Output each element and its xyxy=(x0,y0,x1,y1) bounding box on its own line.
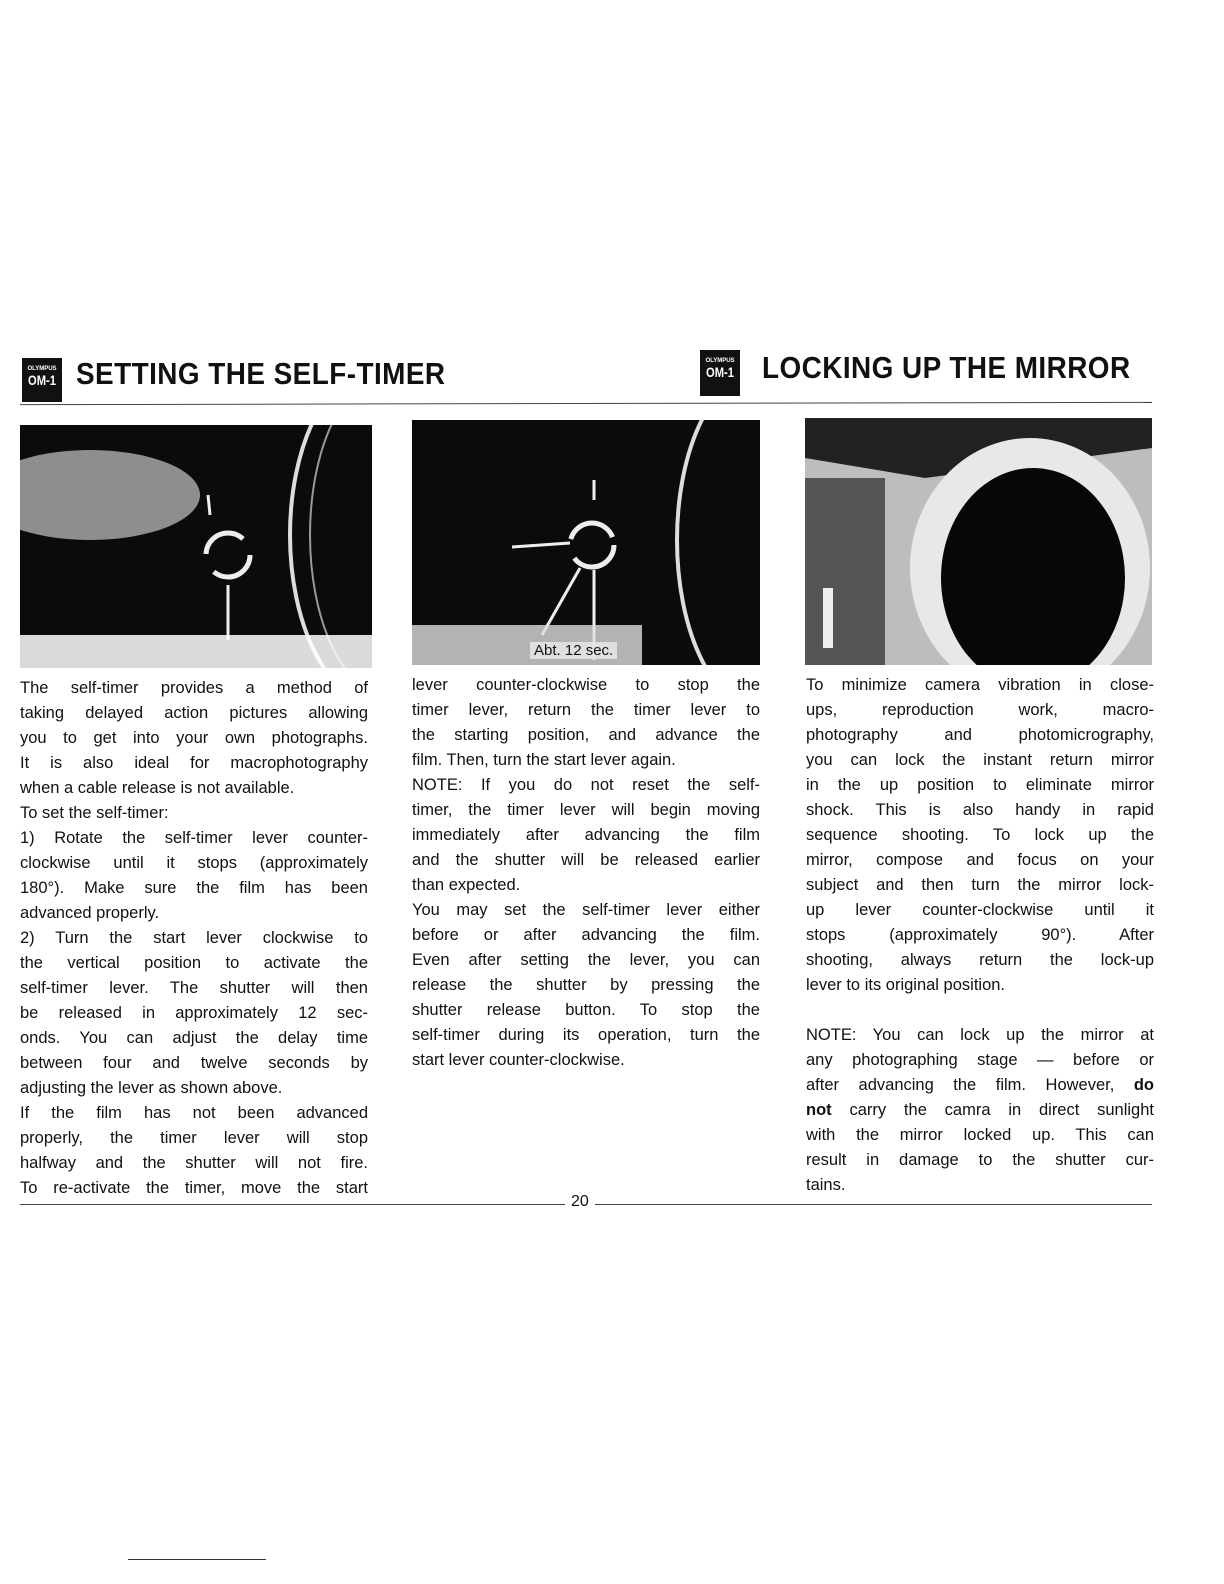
line-text: mirror, compose and focus on your xyxy=(806,851,1154,869)
line-text: timer, the timer lever will begin moving xyxy=(412,801,760,819)
line-text: start lever counter-clockwise. xyxy=(412,1051,625,1069)
line-text: properly, the timer lever will stop xyxy=(20,1129,368,1147)
line-text: before or after advancing the film. xyxy=(412,926,760,944)
photo-mirror-lockup xyxy=(805,418,1152,665)
line-text: lever to its original position. xyxy=(806,976,1006,994)
photo-caption: Abt. 12 sec. xyxy=(530,642,617,659)
text-line xyxy=(412,673,760,698)
line-text: self-timer during its operation, turn the xyxy=(412,1026,760,1044)
section-heading-self-timer: SETTING THE SELF-TIMER xyxy=(76,356,446,391)
line-text: you to get into your own photographs. xyxy=(20,729,368,747)
line-text: advanced properly. xyxy=(20,904,160,922)
text-line xyxy=(412,873,760,898)
line-text: with the mirror locked up. This can xyxy=(806,1126,1154,1144)
text-column-1 xyxy=(20,676,368,1201)
text-line xyxy=(412,1048,760,1073)
text-line xyxy=(20,751,368,776)
olympus-om1-logo xyxy=(700,350,740,396)
logo-brand: OLYMPUS xyxy=(27,366,57,372)
text-line xyxy=(20,676,368,701)
text-line xyxy=(806,1098,1154,1123)
text-line xyxy=(806,1073,1154,1098)
self-timer-lever-illustration xyxy=(20,425,372,668)
text-line xyxy=(20,926,368,951)
line-text: NOTE: If you do not reset the self- xyxy=(412,776,760,794)
line-text: photography and photomicrography, xyxy=(806,726,1154,744)
text-line xyxy=(806,748,1154,773)
line-text: film. Then, turn the start lever again. xyxy=(412,751,676,769)
text-line xyxy=(412,748,760,773)
line-text: when a cable release is not available. xyxy=(20,779,295,797)
photo-delay-settings xyxy=(412,420,760,665)
text-line xyxy=(20,801,368,826)
text-line xyxy=(806,698,1154,723)
line-text: immediately after advancing the film xyxy=(412,826,760,844)
section-heading-mirror-lockup: LOCKING UP THE MIRROR xyxy=(762,350,1131,385)
text-line xyxy=(412,948,760,973)
line-text: the starting position, and advance the xyxy=(412,726,760,744)
logo-model: OM-1 xyxy=(28,372,56,388)
line-text: than expected. xyxy=(412,876,521,894)
line-text: between four and twelve seconds by xyxy=(20,1054,368,1072)
line-text: self-timer lever. The shutter will then xyxy=(20,979,368,997)
text-column-3 xyxy=(806,673,1154,1198)
line-text: shooting, always return the lock-up xyxy=(806,951,1154,969)
delay-lever-illustration xyxy=(412,420,760,665)
line-text: You may set the self-timer lever either xyxy=(412,901,760,919)
text-line xyxy=(806,798,1154,823)
line-text: tains. xyxy=(806,1176,846,1194)
line-text: clockwise until it stops (approximately xyxy=(20,854,368,872)
line-text: To minimize camera vibration in close- xyxy=(806,676,1154,694)
line-text: It is also ideal for macrophotography xyxy=(20,754,368,772)
text-column-2 xyxy=(412,673,760,1073)
text-line xyxy=(412,973,760,998)
text-line xyxy=(806,1123,1154,1148)
line-text: 180°). Make sure the film has been xyxy=(20,879,368,897)
line-text: Even after setting the lever, you can xyxy=(412,951,760,969)
line-text: ups, reproduction work, macro- xyxy=(806,701,1154,719)
text-line xyxy=(412,698,760,723)
bold-text: not xyxy=(806,1101,832,1119)
line-text: taking delayed action pictures allowing xyxy=(20,704,368,722)
text-line xyxy=(412,898,760,923)
text-line xyxy=(806,848,1154,873)
olympus-om1-logo xyxy=(22,358,62,402)
text-line xyxy=(806,923,1154,948)
line-text: carry the camra in direct sunlight xyxy=(831,1101,1154,1119)
text-line xyxy=(806,1023,1154,1048)
logo-brand: OLYMPUS xyxy=(705,358,735,364)
photo-self-timer-lever xyxy=(20,425,372,668)
text-line xyxy=(412,823,760,848)
text-line xyxy=(806,1173,1154,1198)
line-text: halfway and the shutter will not fire. xyxy=(20,1154,368,1172)
line-text: stops (approximately 90°). After xyxy=(806,926,1154,944)
text-line xyxy=(20,1051,368,1076)
line-text: The self-timer provides a method of xyxy=(20,679,368,697)
text-line xyxy=(806,973,1154,998)
text-line xyxy=(20,1001,368,1026)
text-line xyxy=(806,898,1154,923)
line-text: and the shutter will be released earlier xyxy=(412,851,760,869)
line-text: the vertical position to activate the xyxy=(20,954,368,972)
text-line xyxy=(20,851,368,876)
line-text: be released in approximately 12 sec- xyxy=(20,1004,368,1022)
line-text: NOTE: You can lock up the mirror at xyxy=(806,1026,1154,1044)
line-text: To re-activate the timer, move the start xyxy=(20,1179,368,1197)
text-line xyxy=(20,726,368,751)
heading-rule xyxy=(20,402,1152,405)
line-text: up lever counter-clockwise until it xyxy=(806,901,1154,919)
text-line xyxy=(412,798,760,823)
line-text: sequence shooting. To lock up the xyxy=(806,826,1154,844)
line-text: in the up position to eliminate mirror xyxy=(806,776,1154,794)
page-number: 20 xyxy=(565,1193,595,1211)
text-line xyxy=(412,998,760,1023)
text-line xyxy=(20,951,368,976)
line-text: any photographing stage — before or xyxy=(806,1051,1154,1069)
text-line xyxy=(412,1023,760,1048)
line-text: 2) Turn the start lever clockwise to xyxy=(20,929,368,947)
footnote-rule xyxy=(128,1559,266,1560)
text-line xyxy=(806,998,1154,1023)
line-text: onds. You can adjust the delay time xyxy=(20,1029,368,1047)
text-line xyxy=(20,1151,368,1176)
text-line xyxy=(806,873,1154,898)
text-line xyxy=(806,773,1154,798)
text-line xyxy=(806,948,1154,973)
text-line xyxy=(20,1176,368,1201)
line-text: shutter release button. To stop the xyxy=(412,1001,760,1019)
text-line xyxy=(412,773,760,798)
text-line xyxy=(20,1076,368,1101)
bold-text: do xyxy=(1133,1076,1154,1094)
line-text: result in damage to the shutter cur- xyxy=(806,1151,1154,1169)
line-text: after advancing the film. However, xyxy=(806,1076,1134,1094)
line-text: subject and then turn the mirror lock- xyxy=(806,876,1154,894)
text-line xyxy=(20,1101,368,1126)
line-text: To set the self-timer: xyxy=(20,804,169,822)
text-line xyxy=(412,923,760,948)
text-line xyxy=(806,1048,1154,1073)
text-line xyxy=(20,876,368,901)
text-line xyxy=(20,701,368,726)
line-text: you can lock the instant return mirror xyxy=(806,751,1154,769)
text-line xyxy=(20,1126,368,1151)
text-line xyxy=(806,823,1154,848)
text-line xyxy=(20,1026,368,1051)
line-text: release the shutter by pressing the xyxy=(412,976,760,994)
line-text: shock. This is also handy in rapid xyxy=(806,801,1154,819)
line-text: If the film has not been advanced xyxy=(20,1104,368,1122)
text-line xyxy=(20,901,368,926)
line-text: timer lever, return the timer lever to xyxy=(412,701,760,719)
logo-model: OM-1 xyxy=(706,364,734,380)
text-line xyxy=(806,723,1154,748)
line-text: 1) Rotate the self-timer lever counter- xyxy=(20,829,368,847)
text-line xyxy=(806,673,1154,698)
text-line xyxy=(412,848,760,873)
line-text: lever counter-clockwise to stop the xyxy=(412,676,760,694)
text-line xyxy=(20,776,368,801)
text-line xyxy=(412,723,760,748)
text-line xyxy=(20,976,368,1001)
camera-mount-illustration xyxy=(805,418,1152,665)
line-text: adjusting the lever as shown above. xyxy=(20,1079,283,1097)
text-line xyxy=(806,1148,1154,1173)
text-line xyxy=(20,826,368,851)
